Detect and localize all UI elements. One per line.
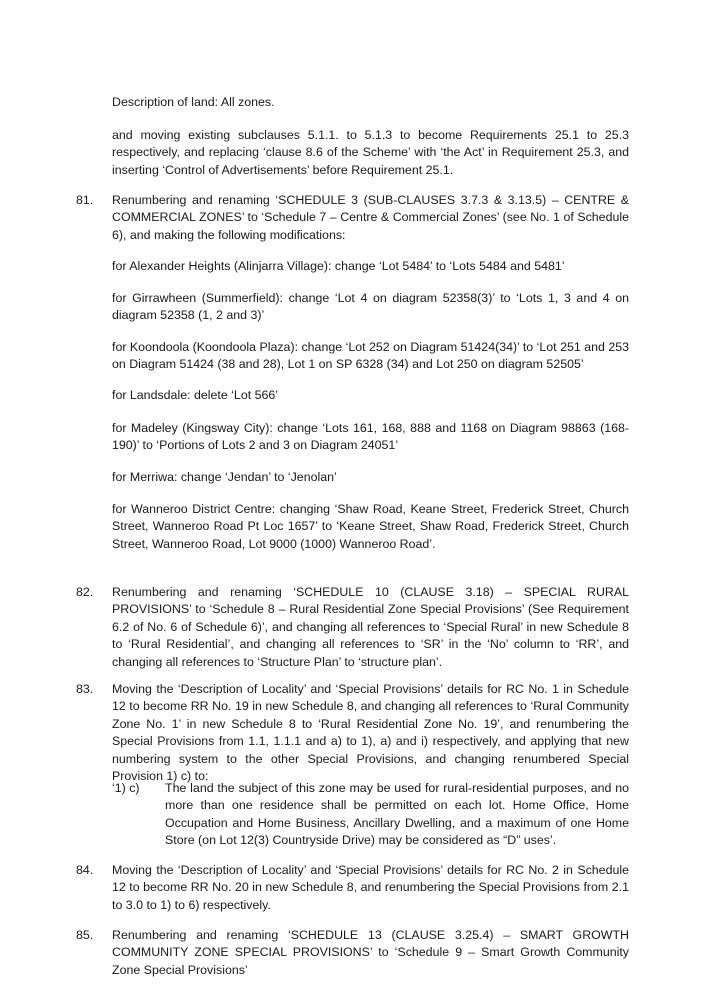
item-number: 85. xyxy=(76,928,94,942)
special-provision-1c xyxy=(112,780,629,850)
item-text: Renumbering and renaming ‘SCHEDULE 3 (SUB-CLAUSES 3.7.3 & 3.13.5) – CENTRE & COMMERCIAL ZONES’ to ‘Schedule 7 – Centre & Commercial Zones’ (see No. 1 of Schedule 6), and making the following modifications: xyxy=(112,193,629,242)
modification-madeley: for Madeley (Kingsway City): change ‘Lots 161, 168, 888 and 1168 on Diagram 98863 (168-190)’ to ‘Portions of Lots 2 and 3 on Diagram 24051’ xyxy=(112,421,629,453)
modification-girrawheen: for Girrawheen (Summerfield): change ‘Lot 4 on diagram 52358(3)’ to ‘Lots 1, 3 and 4 on diagram 52358 (1, 2 and 3)’ xyxy=(112,291,629,323)
modification-wanneroo-district-centre: for Wanneroo District Centre: changing ‘Shaw Road, Keane Street, Frederick Street, Church Street, Wanneroo Road Pt Loc 1657’ to ‘Keane Street, Shaw Road, Frederick Street, Church Street, Wanneroo Road, Lot 9000 (1000) Wanneroo Road’. xyxy=(112,502,629,551)
description-of-land: Description of land: All zones. xyxy=(112,95,275,109)
moving-subclauses-paragraph: and moving existing subclauses 5.1.1. to 5.1.3 to become Requirements 25.1 to 25.3 respectively, and replacing ‘clause 8.6 of the Scheme’ with ‘the Act’ in Requirement 25.3, and inserting ‘Control of Advertisements’ before Requirement 25.1. xyxy=(112,128,629,177)
modification-merriwa: for Merriwa: change ‘Jendan’ to ‘Jenolan’ xyxy=(112,470,337,484)
modification-landsdale: for Landsdale: delete ‘Lot 566’ xyxy=(112,388,279,402)
list-item-84 xyxy=(76,862,629,914)
item-number: 82. xyxy=(76,585,94,599)
item-number: 84. xyxy=(76,863,94,877)
sub-text: The land the subject of this zone may be used for rural-residential purposes, and no more than one residence shall be permitted on each lot. Home Office, Home Occupation and Home Business, Ancillary Dwelling, and a maximum of one Home Store (on Lot 12(3) Countryside Drive) may be considered as “D” uses’. xyxy=(165,781,629,848)
list-item-81 xyxy=(76,192,629,244)
list-item-82 xyxy=(76,584,629,671)
item-number: 81. xyxy=(76,193,94,207)
item-text: Renumbering and renaming ‘SCHEDULE 13 (CLAUSE 3.25.4) – SMART GROWTH COMMUNITY ZONE SPECIAL PROVISIONS’ to ‘Schedule 9 – Smart Growth Community Zone Special Provisions’ xyxy=(112,928,629,977)
modification-alexander-heights: for Alexander Heights (Alinjarra Village): change ‘Lot 5484’ to ‘Lots 5484 and 5481’ xyxy=(112,259,565,273)
sub-label: ‘1) c) xyxy=(112,781,140,795)
list-item-85 xyxy=(76,927,629,979)
item-text: Moving the ‘Description of Locality’ and ‘Special Provisions’ details for RC No. 1 in Schedule 12 to become RR No. 19 in new Schedule 8, and changing all references to ‘Rural Community Zone No. 1’ in new Schedule 8 to ‘Rural Residential Zone No. 19’, and renumbering the Special Provisions from 1.1, 1.1.1 and a) to 1), a) and i) respectively, and applying that new numbering system to the other Special Provisions, and changing renumbered Special Provision 1) c) to: xyxy=(112,682,629,784)
item-text: Renumbering and renaming ‘SCHEDULE 10 (CLAUSE 3.18) – SPECIAL RURAL PROVISIONS’ to ‘Schedule 8 – Rural Residential Zone Special Provisions’ (See Requirement 6.2 of No. 6 of Schedule 6)’, and changing all references to ‘Special Rural’ in new Schedule 8 to ‘Rural Residential’, and changing all references to ‘SR’ in the ‘No’ column to ‘RR’, and changing all references to ‘Structure Plan’ to ‘structure plan’. xyxy=(112,585,629,669)
list-item-83 xyxy=(76,681,629,785)
modification-koondoola: for Koondoola (Koondoola Plaza): change ‘Lot 252 on Diagram 51424(34)’ to ‘Lot 251 and 253 on Diagram 51424 (38 and 28), Lot 1 on SP 6328 (34) and Lot 250 on diagram 52505’ xyxy=(112,340,629,372)
item-number: 83. xyxy=(76,682,94,696)
item-text: Moving the ‘Description of Locality’ and ‘Special Provisions’ details for RC No. 2 in Schedule 12 to become RR No. 20 in new Schedule 8, and renumbering the Special Provisions from 2.1 to 3.0 to 1) to 6) respectively. xyxy=(112,863,629,912)
